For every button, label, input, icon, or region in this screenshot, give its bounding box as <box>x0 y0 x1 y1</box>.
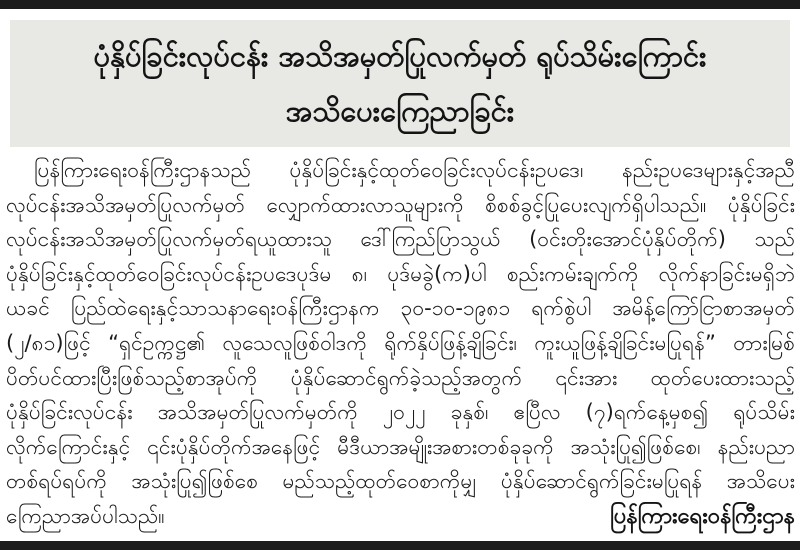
page-title-line-2: အသိပေးကြေညာခြင်း <box>285 93 515 128</box>
body-line: လုပ်ငန်းအသိအမှတ်ပြုလက်မှတ် လျှောက်ထားလာသူများကို စိစစ်ခွင့်ပြုပေးလျက်ရှိပါသည်။ ပုံနှိပ်ခြင်း <box>6 192 795 217</box>
bottom-border-bar <box>0 541 800 550</box>
page-title-line-1: ပုံနှိပ်ခြင်းလုပ်ငန်း အသိအမှတ်ပြုလက်မှတ် ရုပ်သိမ်းကြောင်း <box>93 38 707 73</box>
body-line: ပြန်ကြားရေးဝန်ကြီးဌာနသည် ပုံနှိပ်ခြင်းနှင့်ထုတ်ဝေခြင်းလုပ်ငန်းဥပဒေ၊ နည်းဥပဒေများနှင့်အညီ <box>34 158 795 182</box>
body-line: (၂/၈၁)ဖြင့် “ရှင်ဥက္ကဋ္ဌ၏ လူသေလူဖြစ်ဝါဒကို ရိုက်နှိပ်ဖြန့်ချိခြင်း၊ ကူးယူဖြန့်ချိခြင်းမပြုရန်” တားမြစ် <box>6 330 795 355</box>
ministry-signature: ပြန်ကြားရေးဝန်ကြီးဌာန <box>610 503 795 529</box>
body-line: လိုက်ကြောင်းနှင့် ၎င်းပုံနှိပ်တိုက်အနေဖြင့် မီဒီယာအမျိုးအစားတစ်ခုခုကို အသုံးပြု၍ဖြစ်စေ၊ နည်းပညာ <box>6 434 795 459</box>
body-line: လုပ်ငန်းအသိအမှတ်ပြုလက်မှတ်ရယူထားသူ ဒေါ်ကြည်ပြာသွယ် (ဝင်းတိုးအောင်ပုံနှိပ်တိုက်) သည် <box>6 227 795 252</box>
body-line: ပိတ်ပင်ထားပြီးဖြစ်သည့်စာအုပ်ကို ပုံနှိပ်ဆောင်ရွက်ခဲ့သည့်အတွက် ၎င်းအား ထုတ်ပေးထားသည့် <box>6 365 795 390</box>
body-line: ပုံနှိပ်ခြင်းနှင့်ထုတ်ဝေခြင်းလုပ်ငန်းဥပဒေပုဒ်မ ၈၊ ပုဒ်မခွဲ(က)ပါ စည်းကမ်းချက်ကို လိုက်နာခြင်းမရှိဘဲ <box>6 261 795 286</box>
closing-row <box>6 499 795 534</box>
title-box <box>10 20 790 147</box>
body-line: ပုံနှိပ်ခြင်းလုပ်ငန်း အသိအမှတ်ပြုလက်မှတ်ကို ၂၀၂၂ ခုနှစ်၊ ဧပြီလ (၇)ရက်နေ့မှစ၍ ရုပ်သိမ်း <box>6 400 795 425</box>
body-line: တစ်ရပ်ရပ်ကို အသုံးပြု၍ဖြစ်စေ မည်သည့်ထုတ်ဝေစာကိုမျှ ပုံနှိပ်ဆောင်ရွက်ခြင်းမပြုရန် အသိပေး <box>6 469 795 494</box>
body-line: ယခင် ပြည်ထဲရေးနှင့်သာသနာရေးဝန်ကြီးဌာနက ၃၀-၁၀-၁၉၈၁ ရက်စွဲပါ အမိန့်ကြော်ငြာစာအမှတ် <box>6 296 795 321</box>
top-border-bar <box>0 0 800 9</box>
announcement-body <box>6 153 795 534</box>
closing-text: ကြေညာအပ်ပါသည်။ <box>6 503 165 528</box>
